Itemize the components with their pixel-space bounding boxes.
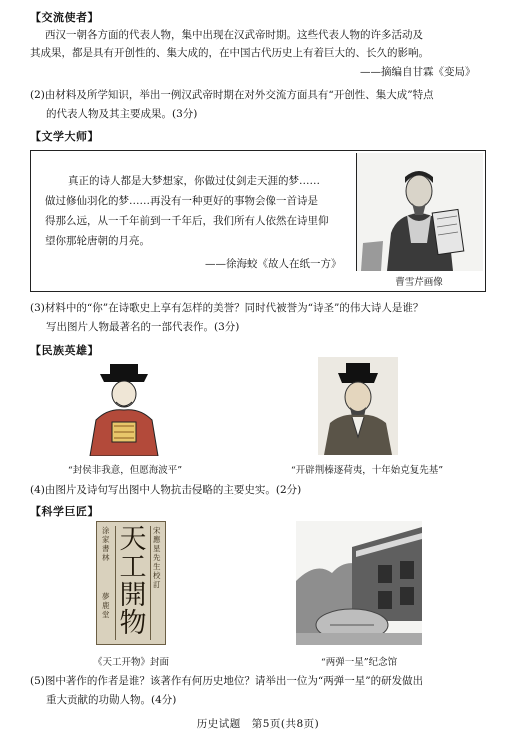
cao-xueqin-portrait (356, 153, 483, 271)
literature-quote-line-4: 望你那轮唐朝的月亮。 (45, 235, 150, 247)
hero-left-caption: “封侯非我意，但愿海波平” (67, 465, 183, 476)
question-2-line-2: 的代表人物及其主要成果。(3分) (46, 108, 198, 120)
literature-source: ——徐海蛟《故人在纸一方》 (205, 258, 342, 270)
section-title-literature: 【文学大师】 (30, 130, 99, 143)
qi-jiguang-portrait (82, 360, 166, 456)
section-title-exchange: 【交流使者】 (30, 11, 99, 24)
cover-side-right: 宋應星先生校訂 (153, 526, 161, 589)
memorial-caption: “两弹一星”纪念馆 (320, 657, 398, 668)
exchange-quote-line-2: 其成果，都是具有开创性的、集大成的，在中国古代历史上有着巨大的、长久的影响。 (30, 47, 429, 59)
literature-quote-line-1: 真正的诗人都是大梦想家，你做过仗剑走天涯的梦…… (68, 175, 320, 187)
cover-side-left-2: 夢鹿堂 (102, 592, 110, 619)
cover-side-left: 涂家書林 (102, 526, 110, 562)
page-footer: 历史试题 第5页(共8页) (196, 718, 320, 730)
literature-quote-line-3: 得那么远，从一千年前到一千年后，我们所有人依然在诗里仰 (45, 215, 329, 227)
section-title-heroes: 【民族英雄】 (30, 344, 99, 357)
two-bombs-memorial-photo (296, 521, 422, 645)
question-3-line-1: (3)材料中的“你”在诗歌史上享有怎样的美誉？同时代被誉为“诗圣”的伟大诗人是谁？ (30, 302, 424, 314)
tiangong-kaiwu-cover (96, 521, 166, 645)
hero-right-caption: “开辟荆榛逐荷夷，十年始克复先基” (290, 465, 444, 476)
portrait-caption: 曹雪芹画像 (395, 277, 443, 288)
section-title-science: 【科学巨匠】 (30, 505, 99, 518)
question-5-line-2: 重大贡献的功勋人物。(4分) (46, 694, 177, 706)
question-2-line-1: (2)由材料及所学知识，举出一例汉武帝时期在对外交流方面具有“开创性、集大成”特点 (30, 89, 434, 101)
question-5-line-1: (5)图中著作的作者是谁？该著作有何历史地位？请举出一位为“两弹一星”的研发做出 (30, 675, 424, 687)
book-caption: 《天工开物》封面 (92, 657, 169, 668)
question-3-line-2: 写出图片人物最著名的一部代表作。(3分) (46, 321, 240, 333)
cover-title: 天工開物 (115, 526, 151, 640)
exchange-source: ——摘编自甘霖《变局》 (360, 66, 476, 78)
question-4-line-1: (4)由图片及诗句写出图中人物抗击侵略的主要史实。(2分) (30, 484, 302, 496)
exchange-quote-line-1: 西汉一朝各方面的代表人物，集中出现在汉武帝时期。这些代表人物的许多活动及 (45, 29, 423, 41)
literature-quote-line-2: 做过修仙羽化的梦……再没有一种更好的事物会像一首诗是 (45, 195, 318, 207)
zheng-chenggong-portrait (318, 357, 398, 455)
